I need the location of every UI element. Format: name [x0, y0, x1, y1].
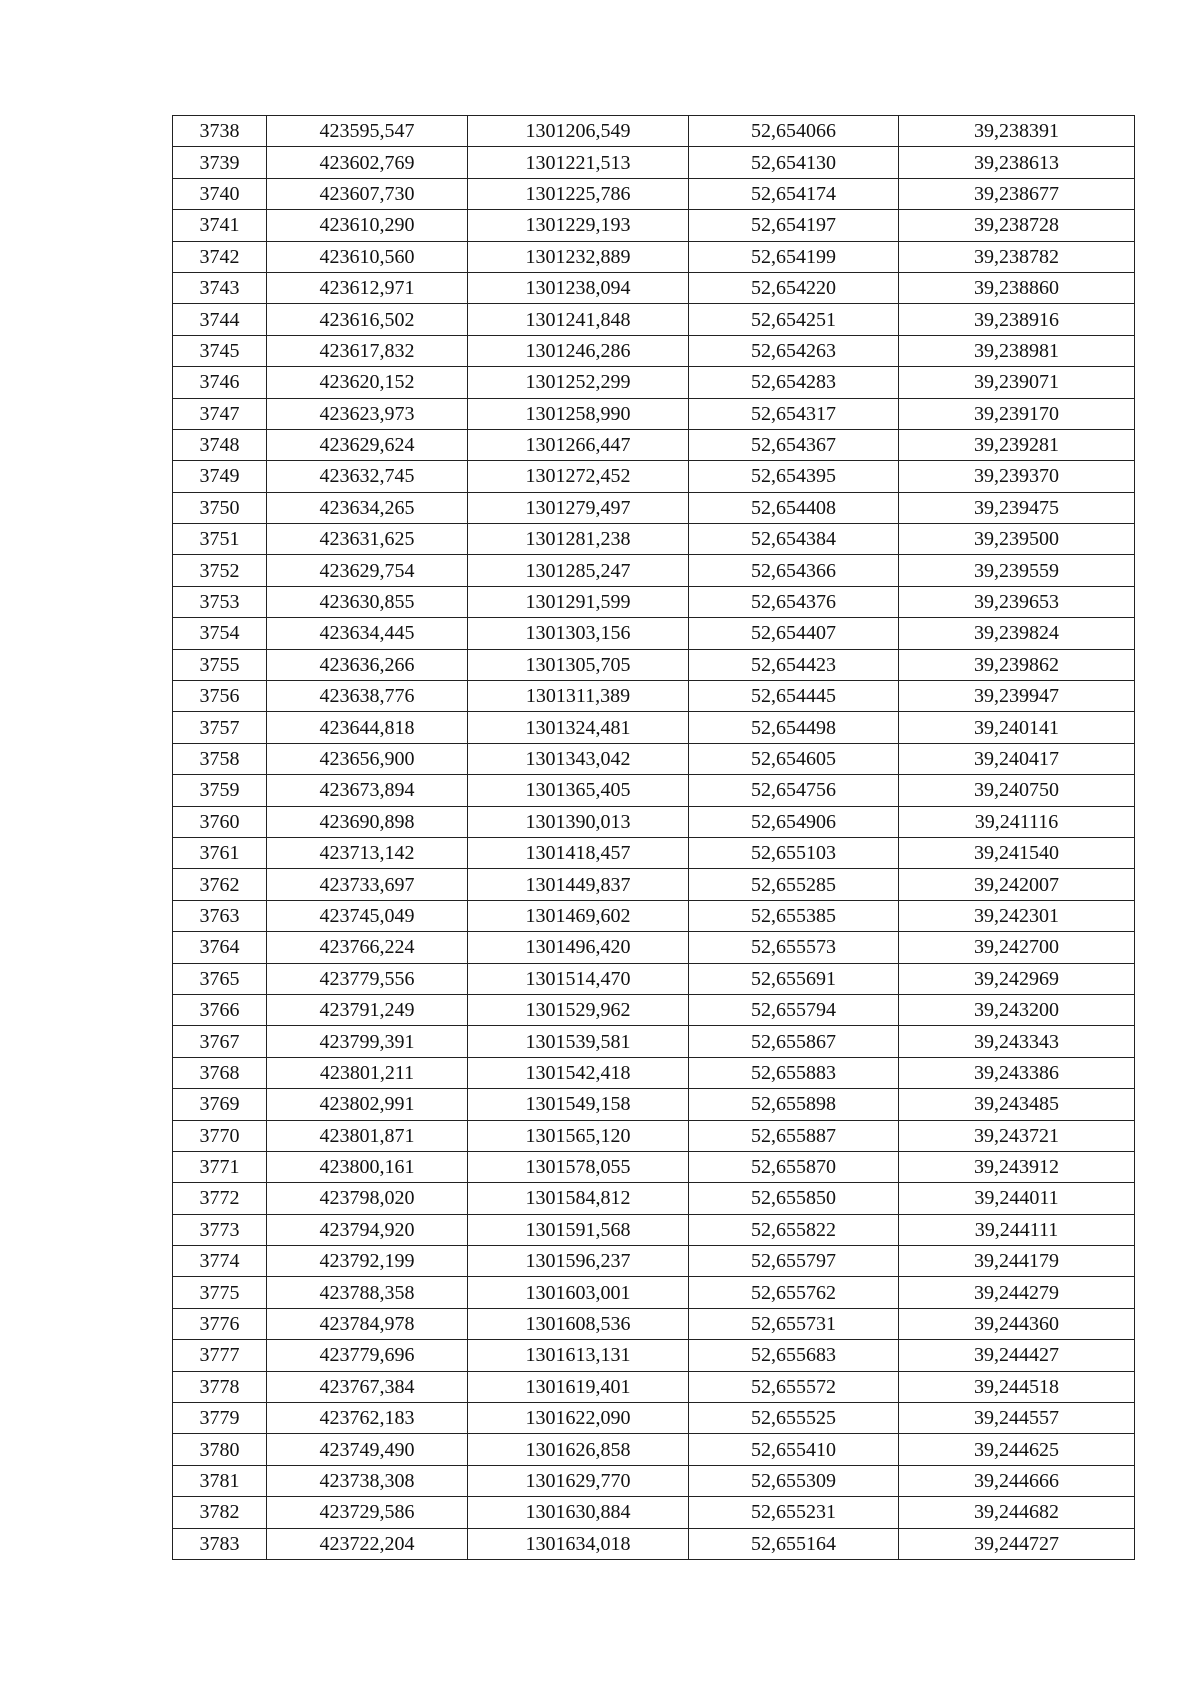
latitude-cell: 52,654367: [689, 429, 899, 460]
longitude-cell: 39,243912: [899, 1151, 1135, 1182]
y-coordinate-cell: 1301613,131: [468, 1340, 689, 1371]
table-row: [173, 178, 1135, 209]
latitude-cell: 52,654756: [689, 775, 899, 806]
point-number-cell: 3778: [173, 1371, 267, 1402]
x-coordinate-cell: 423644,818: [267, 712, 468, 743]
point-number-cell: 3752: [173, 555, 267, 586]
y-coordinate-cell: 1301324,481: [468, 712, 689, 743]
latitude-cell: 52,654423: [689, 649, 899, 680]
table-row: [173, 1434, 1135, 1465]
point-number-cell: 3761: [173, 837, 267, 868]
latitude-cell: 52,655691: [689, 963, 899, 994]
x-coordinate-cell: 423766,224: [267, 932, 468, 963]
table-row: [173, 1277, 1135, 1308]
table-row: [173, 1057, 1135, 1088]
longitude-cell: 39,240417: [899, 743, 1135, 774]
x-coordinate-cell: 423595,547: [267, 116, 468, 147]
point-number-cell: 3751: [173, 524, 267, 555]
x-coordinate-cell: 423630,855: [267, 586, 468, 617]
latitude-cell: 52,654376: [689, 586, 899, 617]
latitude-cell: 52,655870: [689, 1151, 899, 1182]
point-number-cell: 3749: [173, 461, 267, 492]
y-coordinate-cell: 1301305,705: [468, 649, 689, 680]
y-coordinate-cell: 1301206,549: [468, 116, 689, 147]
point-number-cell: 3745: [173, 335, 267, 366]
point-number-cell: 3739: [173, 147, 267, 178]
point-number-cell: 3767: [173, 1026, 267, 1057]
y-coordinate-cell: 1301246,286: [468, 335, 689, 366]
x-coordinate-cell: 423729,586: [267, 1497, 468, 1528]
y-coordinate-cell: 1301539,581: [468, 1026, 689, 1057]
x-coordinate-cell: 423794,920: [267, 1214, 468, 1245]
table-row: [173, 1214, 1135, 1245]
x-coordinate-cell: 423602,769: [267, 147, 468, 178]
longitude-cell: 39,242700: [899, 932, 1135, 963]
y-coordinate-cell: 1301634,018: [468, 1528, 689, 1559]
longitude-cell: 39,239559: [899, 555, 1135, 586]
latitude-cell: 52,655883: [689, 1057, 899, 1088]
longitude-cell: 39,238391: [899, 116, 1135, 147]
latitude-cell: 52,654199: [689, 241, 899, 272]
point-number-cell: 3771: [173, 1151, 267, 1182]
x-coordinate-cell: 423638,776: [267, 681, 468, 712]
x-coordinate-cell: 423749,490: [267, 1434, 468, 1465]
longitude-cell: 39,238677: [899, 178, 1135, 209]
longitude-cell: 39,238728: [899, 210, 1135, 241]
table-row: [173, 1120, 1135, 1151]
point-number-cell: 3747: [173, 398, 267, 429]
y-coordinate-cell: 1301418,457: [468, 837, 689, 868]
y-coordinate-cell: 1301578,055: [468, 1151, 689, 1182]
longitude-cell: 39,244111: [899, 1214, 1135, 1245]
x-coordinate-cell: 423802,991: [267, 1089, 468, 1120]
latitude-cell: 52,655822: [689, 1214, 899, 1245]
table-row: [173, 116, 1135, 147]
latitude-cell: 52,655285: [689, 869, 899, 900]
longitude-cell: 39,242969: [899, 963, 1135, 994]
y-coordinate-cell: 1301584,812: [468, 1183, 689, 1214]
latitude-cell: 52,654366: [689, 555, 899, 586]
point-number-cell: 3753: [173, 586, 267, 617]
latitude-cell: 52,654174: [689, 178, 899, 209]
y-coordinate-cell: 1301232,889: [468, 241, 689, 272]
table-row: [173, 775, 1135, 806]
longitude-cell: 39,238916: [899, 304, 1135, 335]
y-coordinate-cell: 1301619,401: [468, 1371, 689, 1402]
longitude-cell: 39,243721: [899, 1120, 1135, 1151]
latitude-cell: 52,655103: [689, 837, 899, 868]
y-coordinate-cell: 1301630,884: [468, 1497, 689, 1528]
table-row: [173, 398, 1135, 429]
table-row: [173, 272, 1135, 303]
longitude-cell: 39,239824: [899, 618, 1135, 649]
latitude-cell: 52,654197: [689, 210, 899, 241]
latitude-cell: 52,655762: [689, 1277, 899, 1308]
y-coordinate-cell: 1301603,001: [468, 1277, 689, 1308]
longitude-cell: 39,244625: [899, 1434, 1135, 1465]
table-row: [173, 335, 1135, 366]
latitude-cell: 52,655525: [689, 1403, 899, 1434]
table-row: [173, 963, 1135, 994]
point-number-cell: 3769: [173, 1089, 267, 1120]
y-coordinate-cell: 1301241,848: [468, 304, 689, 335]
table-row: [173, 1497, 1135, 1528]
x-coordinate-cell: 423722,204: [267, 1528, 468, 1559]
longitude-cell: 39,238860: [899, 272, 1135, 303]
y-coordinate-cell: 1301542,418: [468, 1057, 689, 1088]
y-coordinate-cell: 1301565,120: [468, 1120, 689, 1151]
table-row: [173, 806, 1135, 837]
table-row: [173, 618, 1135, 649]
y-coordinate-cell: 1301281,238: [468, 524, 689, 555]
table-row: [173, 210, 1135, 241]
y-coordinate-cell: 1301252,299: [468, 367, 689, 398]
table-row: [173, 932, 1135, 963]
table-row: [173, 1151, 1135, 1182]
y-coordinate-cell: 1301591,568: [468, 1214, 689, 1245]
y-coordinate-cell: 1301390,013: [468, 806, 689, 837]
point-number-cell: 3779: [173, 1403, 267, 1434]
latitude-cell: 52,655309: [689, 1465, 899, 1496]
latitude-cell: 52,655887: [689, 1120, 899, 1151]
x-coordinate-cell: 423767,384: [267, 1371, 468, 1402]
point-number-cell: 3783: [173, 1528, 267, 1559]
y-coordinate-cell: 1301596,237: [468, 1246, 689, 1277]
x-coordinate-cell: 423762,183: [267, 1403, 468, 1434]
x-coordinate-cell: 423631,625: [267, 524, 468, 555]
x-coordinate-cell: 423623,973: [267, 398, 468, 429]
y-coordinate-cell: 1301258,990: [468, 398, 689, 429]
table-row: [173, 1089, 1135, 1120]
latitude-cell: 52,654220: [689, 272, 899, 303]
point-number-cell: 3742: [173, 241, 267, 272]
point-number-cell: 3750: [173, 492, 267, 523]
y-coordinate-cell: 1301272,452: [468, 461, 689, 492]
latitude-cell: 52,655797: [689, 1246, 899, 1277]
point-number-cell: 3775: [173, 1277, 267, 1308]
longitude-cell: 39,240141: [899, 712, 1135, 743]
y-coordinate-cell: 1301279,497: [468, 492, 689, 523]
x-coordinate-cell: 423745,049: [267, 900, 468, 931]
y-coordinate-cell: 1301266,447: [468, 429, 689, 460]
latitude-cell: 52,655850: [689, 1183, 899, 1214]
latitude-cell: 52,655867: [689, 1026, 899, 1057]
latitude-cell: 52,654384: [689, 524, 899, 555]
y-coordinate-cell: 1301229,193: [468, 210, 689, 241]
x-coordinate-cell: 423632,745: [267, 461, 468, 492]
x-coordinate-cell: 423792,199: [267, 1246, 468, 1277]
table-row: [173, 994, 1135, 1025]
y-coordinate-cell: 1301608,536: [468, 1308, 689, 1339]
longitude-cell: 39,244360: [899, 1308, 1135, 1339]
point-number-cell: 3780: [173, 1434, 267, 1465]
x-coordinate-cell: 423801,871: [267, 1120, 468, 1151]
x-coordinate-cell: 423612,971: [267, 272, 468, 303]
longitude-cell: 39,244279: [899, 1277, 1135, 1308]
table-row: [173, 429, 1135, 460]
x-coordinate-cell: 423610,290: [267, 210, 468, 241]
longitude-cell: 39,244427: [899, 1340, 1135, 1371]
x-coordinate-cell: 423617,832: [267, 335, 468, 366]
y-coordinate-cell: 1301311,389: [468, 681, 689, 712]
x-coordinate-cell: 423779,696: [267, 1340, 468, 1371]
longitude-cell: 39,240750: [899, 775, 1135, 806]
longitude-cell: 39,239281: [899, 429, 1135, 460]
y-coordinate-cell: 1301238,094: [468, 272, 689, 303]
point-number-cell: 3781: [173, 1465, 267, 1496]
point-number-cell: 3760: [173, 806, 267, 837]
x-coordinate-cell: 423634,445: [267, 618, 468, 649]
x-coordinate-cell: 423629,624: [267, 429, 468, 460]
point-number-cell: 3766: [173, 994, 267, 1025]
longitude-cell: 39,239947: [899, 681, 1135, 712]
latitude-cell: 52,654066: [689, 116, 899, 147]
x-coordinate-cell: 423799,391: [267, 1026, 468, 1057]
y-coordinate-cell: 1301303,156: [468, 618, 689, 649]
point-number-cell: 3746: [173, 367, 267, 398]
y-coordinate-cell: 1301221,513: [468, 147, 689, 178]
table-row: [173, 1371, 1135, 1402]
point-number-cell: 3773: [173, 1214, 267, 1245]
table-row: [173, 1528, 1135, 1559]
longitude-cell: 39,239071: [899, 367, 1135, 398]
longitude-cell: 39,242007: [899, 869, 1135, 900]
longitude-cell: 39,239170: [899, 398, 1135, 429]
point-number-cell: 3744: [173, 304, 267, 335]
point-number-cell: 3782: [173, 1497, 267, 1528]
y-coordinate-cell: 1301514,470: [468, 963, 689, 994]
point-number-cell: 3777: [173, 1340, 267, 1371]
point-number-cell: 3759: [173, 775, 267, 806]
longitude-cell: 39,243200: [899, 994, 1135, 1025]
longitude-cell: 39,238613: [899, 147, 1135, 178]
longitude-cell: 39,244179: [899, 1246, 1135, 1277]
x-coordinate-cell: 423779,556: [267, 963, 468, 994]
point-number-cell: 3741: [173, 210, 267, 241]
coordinates-table-body: [173, 116, 1135, 1560]
longitude-cell: 39,244518: [899, 1371, 1135, 1402]
x-coordinate-cell: 423733,697: [267, 869, 468, 900]
latitude-cell: 52,655731: [689, 1308, 899, 1339]
latitude-cell: 52,654906: [689, 806, 899, 837]
x-coordinate-cell: 423690,898: [267, 806, 468, 837]
table-row: [173, 586, 1135, 617]
table-row: [173, 1246, 1135, 1277]
longitude-cell: 39,239653: [899, 586, 1135, 617]
longitude-cell: 39,243485: [899, 1089, 1135, 1120]
y-coordinate-cell: 1301291,599: [468, 586, 689, 617]
latitude-cell: 52,655683: [689, 1340, 899, 1371]
x-coordinate-cell: 423636,266: [267, 649, 468, 680]
table-row: [173, 712, 1135, 743]
table-row: [173, 304, 1135, 335]
x-coordinate-cell: 423656,900: [267, 743, 468, 774]
longitude-cell: 39,241116: [899, 806, 1135, 837]
point-number-cell: 3774: [173, 1246, 267, 1277]
table-row: [173, 492, 1135, 523]
longitude-cell: 39,239475: [899, 492, 1135, 523]
table-row: [173, 524, 1135, 555]
y-coordinate-cell: 1301365,405: [468, 775, 689, 806]
x-coordinate-cell: 423620,152: [267, 367, 468, 398]
longitude-cell: 39,239370: [899, 461, 1135, 492]
longitude-cell: 39,244666: [899, 1465, 1135, 1496]
point-number-cell: 3762: [173, 869, 267, 900]
table-row: [173, 555, 1135, 586]
latitude-cell: 52,655385: [689, 900, 899, 931]
x-coordinate-cell: 423713,142: [267, 837, 468, 868]
table-row: [173, 1340, 1135, 1371]
x-coordinate-cell: 423634,265: [267, 492, 468, 523]
x-coordinate-cell: 423616,502: [267, 304, 468, 335]
y-coordinate-cell: 1301529,962: [468, 994, 689, 1025]
y-coordinate-cell: 1301622,090: [468, 1403, 689, 1434]
y-coordinate-cell: 1301469,602: [468, 900, 689, 931]
latitude-cell: 52,655572: [689, 1371, 899, 1402]
longitude-cell: 39,244011: [899, 1183, 1135, 1214]
table-row: [173, 900, 1135, 931]
point-number-cell: 3757: [173, 712, 267, 743]
x-coordinate-cell: 423788,358: [267, 1277, 468, 1308]
longitude-cell: 39,243386: [899, 1057, 1135, 1088]
latitude-cell: 52,655410: [689, 1434, 899, 1465]
table-row: [173, 1026, 1135, 1057]
y-coordinate-cell: 1301225,786: [468, 178, 689, 209]
latitude-cell: 52,654251: [689, 304, 899, 335]
x-coordinate-cell: 423801,211: [267, 1057, 468, 1088]
longitude-cell: 39,239500: [899, 524, 1135, 555]
table-row: [173, 1308, 1135, 1339]
point-number-cell: 3770: [173, 1120, 267, 1151]
y-coordinate-cell: 1301496,420: [468, 932, 689, 963]
x-coordinate-cell: 423800,161: [267, 1151, 468, 1182]
y-coordinate-cell: 1301626,858: [468, 1434, 689, 1465]
y-coordinate-cell: 1301629,770: [468, 1465, 689, 1496]
point-number-cell: 3743: [173, 272, 267, 303]
y-coordinate-cell: 1301549,158: [468, 1089, 689, 1120]
latitude-cell: 52,654283: [689, 367, 899, 398]
longitude-cell: 39,244727: [899, 1528, 1135, 1559]
latitude-cell: 52,655573: [689, 932, 899, 963]
latitude-cell: 52,655231: [689, 1497, 899, 1528]
table-row: [173, 1403, 1135, 1434]
longitude-cell: 39,244682: [899, 1497, 1135, 1528]
point-number-cell: 3764: [173, 932, 267, 963]
latitude-cell: 52,654605: [689, 743, 899, 774]
longitude-cell: 39,239862: [899, 649, 1135, 680]
point-number-cell: 3738: [173, 116, 267, 147]
table-row: [173, 147, 1135, 178]
table-row: [173, 241, 1135, 272]
table-row: [173, 681, 1135, 712]
point-number-cell: 3772: [173, 1183, 267, 1214]
y-coordinate-cell: 1301285,247: [468, 555, 689, 586]
table-row: [173, 837, 1135, 868]
longitude-cell: 39,242301: [899, 900, 1135, 931]
latitude-cell: 52,654408: [689, 492, 899, 523]
table-row: [173, 367, 1135, 398]
table-row: [173, 743, 1135, 774]
latitude-cell: 52,654498: [689, 712, 899, 743]
y-coordinate-cell: 1301449,837: [468, 869, 689, 900]
table-row: [173, 1465, 1135, 1496]
longitude-cell: 39,243343: [899, 1026, 1135, 1057]
point-number-cell: 3740: [173, 178, 267, 209]
point-number-cell: 3756: [173, 681, 267, 712]
longitude-cell: 39,241540: [899, 837, 1135, 868]
latitude-cell: 52,654445: [689, 681, 899, 712]
x-coordinate-cell: 423738,308: [267, 1465, 468, 1496]
point-number-cell: 3758: [173, 743, 267, 774]
latitude-cell: 52,655794: [689, 994, 899, 1025]
latitude-cell: 52,654395: [689, 461, 899, 492]
x-coordinate-cell: 423673,894: [267, 775, 468, 806]
y-coordinate-cell: 1301343,042: [468, 743, 689, 774]
x-coordinate-cell: 423784,978: [267, 1308, 468, 1339]
x-coordinate-cell: 423610,560: [267, 241, 468, 272]
x-coordinate-cell: 423791,249: [267, 994, 468, 1025]
x-coordinate-cell: 423798,020: [267, 1183, 468, 1214]
latitude-cell: 52,654317: [689, 398, 899, 429]
point-number-cell: 3776: [173, 1308, 267, 1339]
point-number-cell: 3755: [173, 649, 267, 680]
table-row: [173, 649, 1135, 680]
point-number-cell: 3748: [173, 429, 267, 460]
longitude-cell: 39,238981: [899, 335, 1135, 366]
x-coordinate-cell: 423629,754: [267, 555, 468, 586]
latitude-cell: 52,654263: [689, 335, 899, 366]
point-number-cell: 3765: [173, 963, 267, 994]
coordinates-table: [172, 115, 1135, 1560]
longitude-cell: 39,244557: [899, 1403, 1135, 1434]
latitude-cell: 52,654407: [689, 618, 899, 649]
table-row: [173, 869, 1135, 900]
longitude-cell: 39,238782: [899, 241, 1135, 272]
latitude-cell: 52,655898: [689, 1089, 899, 1120]
latitude-cell: 52,655164: [689, 1528, 899, 1559]
latitude-cell: 52,654130: [689, 147, 899, 178]
point-number-cell: 3768: [173, 1057, 267, 1088]
table-row: [173, 461, 1135, 492]
point-number-cell: 3754: [173, 618, 267, 649]
table-row: [173, 1183, 1135, 1214]
x-coordinate-cell: 423607,730: [267, 178, 468, 209]
point-number-cell: 3763: [173, 900, 267, 931]
